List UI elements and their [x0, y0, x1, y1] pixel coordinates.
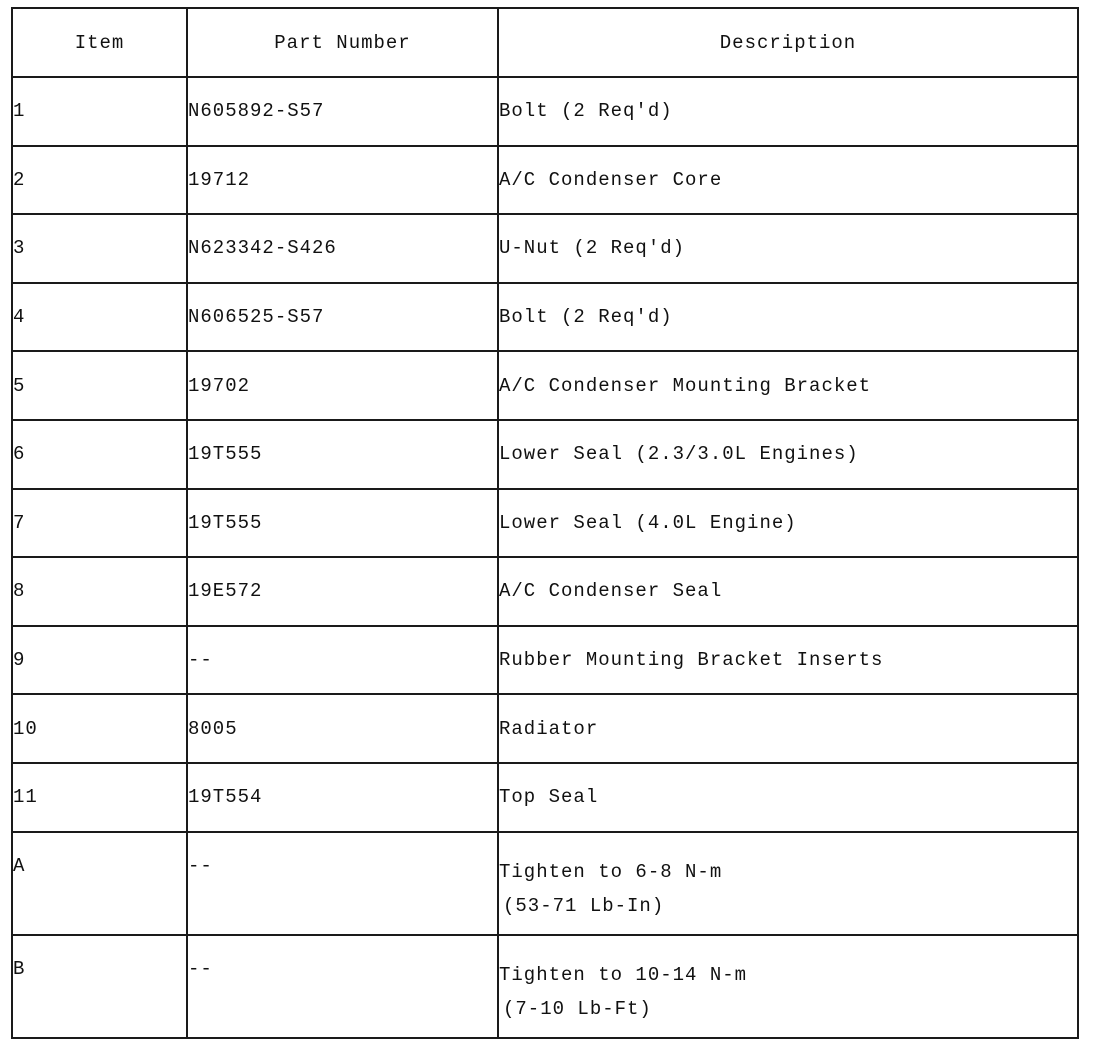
item-cell: 10 [12, 694, 187, 763]
item-cell: 3 [12, 214, 187, 283]
part-number-cell: 19T555 [187, 420, 498, 489]
item-cell: 4 [12, 283, 187, 352]
part-number-cell: N606525-S57 [187, 283, 498, 352]
description-line: A/C Condenser Seal [499, 580, 723, 603]
table-row [12, 489, 1078, 558]
description-line: A/C Condenser Core [499, 168, 723, 191]
description-cell [498, 214, 1078, 283]
description-cell [498, 557, 1078, 626]
description-line: Rubber Mounting Bracket Inserts [499, 649, 884, 672]
part-number-cell: -- [187, 626, 498, 695]
column-header-item: Item [12, 8, 187, 77]
table-row [12, 283, 1078, 352]
part-number-cell: 19E572 [187, 557, 498, 626]
table-row [12, 694, 1078, 763]
description-cell [498, 694, 1078, 763]
item-cell: 1 [12, 77, 187, 146]
item-cell: 6 [12, 420, 187, 489]
description-line: Lower Seal (2.3/3.0L Engines) [499, 443, 859, 466]
item-cell: 7 [12, 489, 187, 558]
item-cell: B [12, 935, 187, 1038]
part-number-cell: 19702 [187, 351, 498, 420]
description-cell [498, 489, 1078, 558]
description-line: Tighten to 10-14 N-m [499, 963, 748, 986]
description-line: (53-71 Lb-In) [503, 894, 665, 917]
table-body [12, 77, 1078, 1038]
part-number-cell: 8005 [187, 694, 498, 763]
table-row [12, 626, 1078, 695]
item-cell: 11 [12, 763, 187, 832]
table-header [12, 8, 1078, 77]
table-row [12, 351, 1078, 420]
part-number-cell: N605892-S57 [187, 77, 498, 146]
description-line: Tighten to 6-8 N-m [499, 860, 723, 883]
description-cell [498, 351, 1078, 420]
table-row [12, 420, 1078, 489]
description-cell [498, 420, 1078, 489]
item-cell: 8 [12, 557, 187, 626]
description-cell [498, 935, 1078, 1038]
description-cell [498, 146, 1078, 215]
parts-table [11, 7, 1079, 1039]
part-number-cell: -- [187, 935, 498, 1038]
table-row [12, 214, 1078, 283]
description-line: Bolt (2 Req'd) [499, 306, 673, 329]
item-cell: 5 [12, 351, 187, 420]
item-cell: 2 [12, 146, 187, 215]
column-header-description: Description [498, 8, 1078, 77]
table-row [12, 935, 1078, 1038]
description-line: Top Seal [499, 786, 599, 809]
description-cell [498, 77, 1078, 146]
item-cell: 9 [12, 626, 187, 695]
table-row [12, 832, 1078, 935]
description-line: A/C Condenser Mounting Bracket [499, 374, 872, 397]
part-number-cell: 19T554 [187, 763, 498, 832]
table-row [12, 146, 1078, 215]
description-line: Radiator [499, 717, 599, 740]
description-line: Lower Seal (4.0L Engine) [499, 511, 797, 534]
table-row [12, 557, 1078, 626]
description-cell [498, 763, 1078, 832]
description-cell [498, 283, 1078, 352]
description-line: Bolt (2 Req'd) [499, 100, 673, 123]
table-row [12, 763, 1078, 832]
description-line: (7-10 Lb-Ft) [503, 997, 652, 1020]
description-cell [498, 832, 1078, 935]
header-row [12, 8, 1078, 77]
table-row [12, 77, 1078, 146]
item-cell: A [12, 832, 187, 935]
part-number-cell: 19T555 [187, 489, 498, 558]
column-header-part-number: Part Number [187, 8, 498, 77]
part-number-cell: 19712 [187, 146, 498, 215]
description-cell [498, 626, 1078, 695]
part-number-cell: N623342-S426 [187, 214, 498, 283]
part-number-cell: -- [187, 832, 498, 935]
description-line: U-Nut (2 Req'd) [499, 237, 686, 260]
